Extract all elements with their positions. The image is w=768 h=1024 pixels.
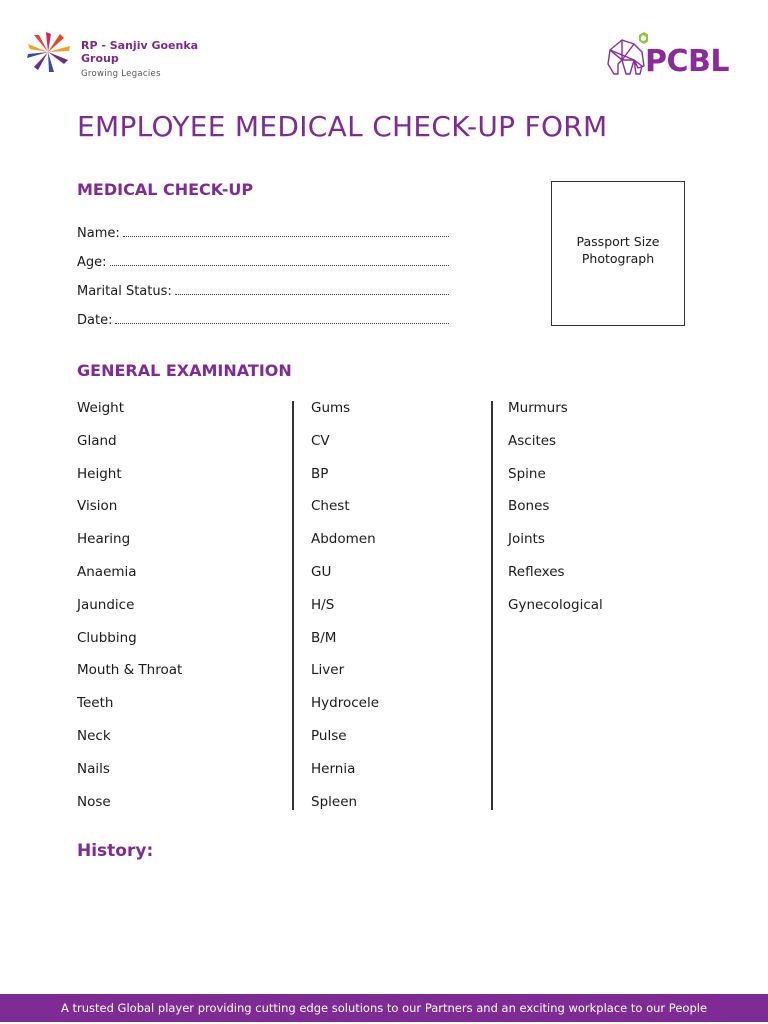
exam-item: Hernia — [311, 760, 356, 777]
exam-item: Nails — [77, 760, 110, 777]
name-field[interactable] — [77, 223, 449, 241]
group-name: RP - Sanjiv Goenka Group — [81, 39, 199, 65]
exam-item: Bones — [508, 498, 550, 515]
pcbl-logo — [604, 30, 744, 82]
general-examination-heading: GENERAL EXAMINATION — [77, 361, 292, 380]
marital-status-input-line[interactable] — [175, 294, 449, 295]
exam-item: Anaemia — [77, 563, 137, 580]
pcbl-elephant-logo-icon — [604, 30, 648, 78]
exam-column-1 — [77, 398, 182, 824]
exam-item: Neck — [77, 727, 111, 744]
exam-item: Chest — [311, 498, 350, 515]
date-label: Date: — [77, 313, 113, 328]
exam-item: Teeth — [77, 695, 114, 712]
marital-status-field[interactable] — [77, 281, 449, 299]
exam-item: Ascites — [508, 432, 557, 449]
column-divider — [491, 401, 493, 810]
exam-item: Joints — [508, 531, 545, 548]
exam-item: Hydrocele — [311, 695, 380, 712]
exam-item: B/M — [311, 629, 337, 646]
exam-item: Spine — [508, 465, 546, 482]
rp-sg-starburst-logo-icon — [26, 32, 76, 74]
history-heading: History: — [77, 841, 154, 861]
exam-item: Abdomen — [311, 531, 376, 548]
exam-item: Murmurs — [508, 400, 568, 416]
name-input-line[interactable] — [123, 236, 449, 237]
exam-item: Spleen — [311, 793, 358, 810]
exam-item: Weight — [77, 400, 125, 416]
group-tagline: Growing Legacies — [81, 69, 161, 79]
exam-item: BP — [311, 465, 329, 482]
date-field[interactable] — [77, 310, 449, 328]
exam-item: Pulse — [311, 727, 347, 744]
medical-checkup-heading: MEDICAL CHECK-UP — [77, 180, 254, 199]
exam-item: Gland — [77, 432, 117, 449]
exam-item: Gynecological — [508, 596, 603, 613]
exam-item: Gums — [311, 400, 351, 416]
exam-item: GU — [311, 563, 332, 580]
rp-sg-group-logo — [26, 30, 226, 85]
exam-item: Height — [77, 465, 122, 482]
name-label: Name: — [77, 226, 120, 241]
exam-item: Liver — [311, 662, 345, 679]
age-field[interactable] — [77, 252, 449, 270]
exam-item: Nose — [77, 793, 111, 810]
exam-item: Hearing — [77, 531, 131, 548]
exam-column-2 — [311, 398, 379, 824]
footer-banner: A trusted Global player providing cutting edge solutions to our Partners and an exciting workplace to our People — [0, 994, 768, 1022]
exam-item: CV — [311, 432, 330, 449]
marital-status-label: Marital Status: — [77, 284, 172, 299]
photo-label: Passport Size Photograph — [576, 233, 660, 266]
age-input-line[interactable] — [110, 265, 449, 266]
exam-item: Mouth & Throat — [77, 662, 183, 679]
date-input-line[interactable] — [115, 323, 449, 324]
age-label: Age: — [77, 255, 107, 270]
exam-item: Jaundice — [77, 596, 135, 613]
column-divider — [292, 401, 294, 810]
exam-column-3 — [508, 398, 603, 628]
passport-photo-box[interactable] — [551, 181, 685, 326]
exam-item: Reflexes — [508, 563, 565, 580]
brand-name: PCBL — [645, 44, 729, 79]
exam-item: H/S — [311, 596, 335, 613]
exam-item: Clubbing — [77, 629, 137, 646]
form-title: EMPLOYEE MEDICAL CHECK-UP FORM — [77, 110, 608, 143]
exam-item: Vision — [77, 498, 118, 515]
